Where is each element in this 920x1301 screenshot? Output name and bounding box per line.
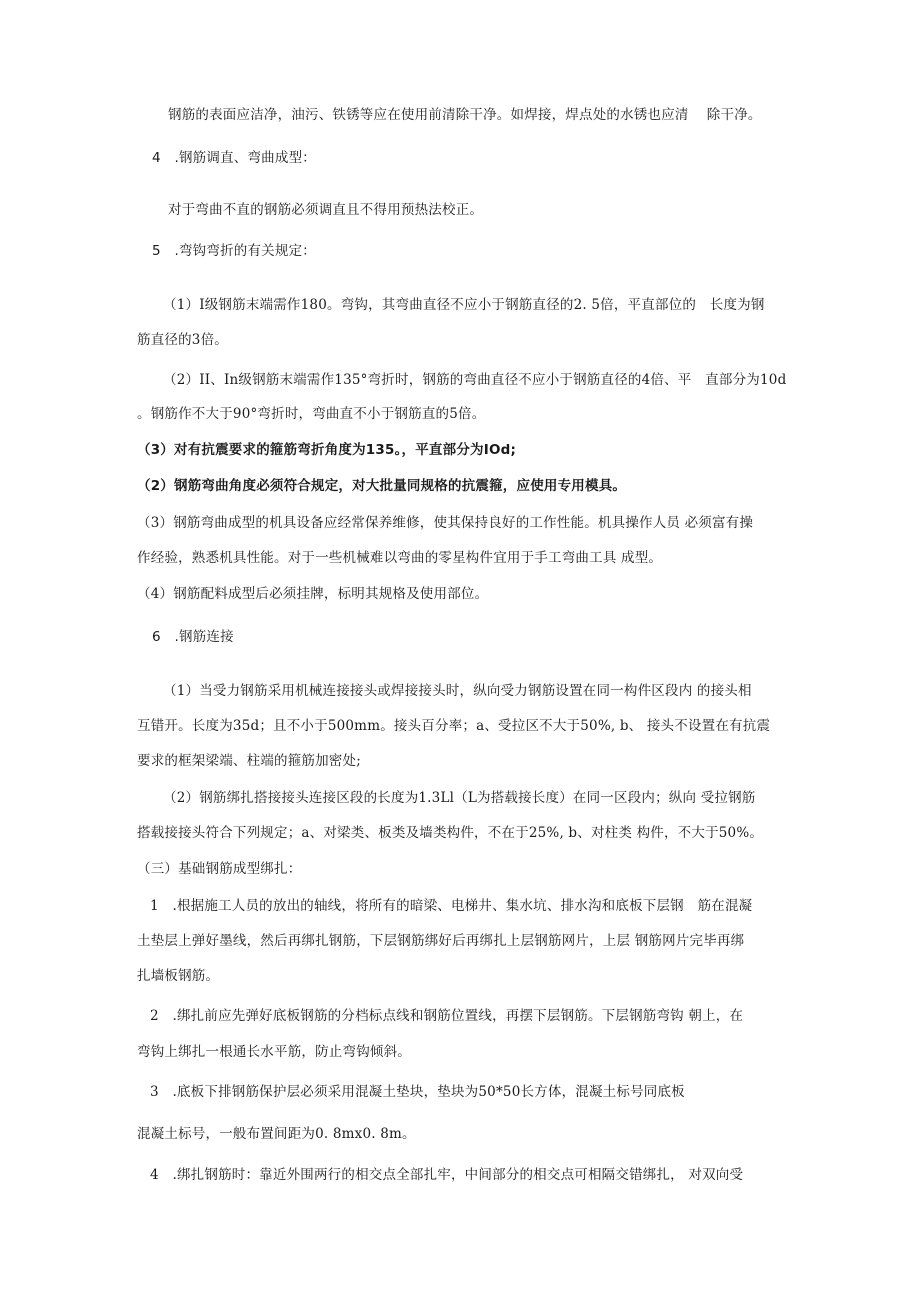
- section-heading-6: 6 .钢筋连接: [152, 629, 234, 645]
- bold-paragraph-line: （2）钢筋弯曲角度必须符合规定，对大批量同规格的抗震箍，应使用专用模具。: [137, 478, 627, 494]
- bold-paragraph-line: （3）对有抗震要求的箍筋弯折角度为135。，平直部分为IOd;: [137, 442, 517, 458]
- paragraph-line: 1 .根据施工人员的放出的轴线，将所有的暗梁、电梯井、集水坑、排水沟和底板下层钢 筋在混凝: [150, 898, 753, 914]
- paragraph-line: （2）钢筋绑扎搭接接头连接区段的长度为1.3Ll（L为搭载接长度）在同一区段内；纵向 受拉钢筋: [163, 790, 756, 806]
- paragraph-line: 3 .底板下排钢筋保护层必须采用混凝土垫块，垫块为50*50长方体，混凝土标号同底板: [150, 1084, 685, 1100]
- paragraph-line: 对于弯曲不直的钢筋必须调直且不得用预热法校正。: [168, 202, 484, 218]
- paragraph-line: 弯钩上绑扎一根通长水平筋，防止弯钩倾斜。: [137, 1044, 411, 1060]
- paragraph-line: 2 .绑扎前应先弹好底板钢筋的分档标点线和钢筋位置线，再摆下层钢筋。下层钢筋弯钩 朝上，在: [150, 1008, 744, 1024]
- paragraph-line: 4 .绑扎钢筋时：靠近外围两行的相交点全部扎牢，中间部分的相交点可相隔交错绑扎， 对双向受: [150, 1167, 744, 1183]
- section-heading-5: 5 .弯钩弯折的有关规定：: [152, 243, 316, 259]
- section-heading-3: （三）基础钢筋成型绑扎：: [137, 861, 302, 877]
- paragraph-line: （4）钢筋配料成型后必须挂牌，标明其规格及使用部位。: [137, 586, 489, 602]
- paragraph-line: 。钢筋作不大于90°弯折时，弯曲直不小于钢筋直的5倍。: [137, 406, 486, 422]
- paragraph-line: （1）当受力钢筋采用机械连接接头或焊接接头时，纵向受力钢筋设置在同一构件区段内 的接头相: [163, 683, 752, 699]
- paragraph-line: 土垫层上弹好墨线，然后再绑扎钢筋，下层钢筋绑好后再绑扎上层钢筋网片，上层 钢筋网片完毕再绑: [137, 933, 745, 949]
- paragraph-line: （2）II、In级钢筋末端需作135°弯折时，钢筋的弯曲直径不应小于钢筋直径的4倍、平 直部分为10d: [163, 372, 787, 388]
- paragraph-line: 作经验，熟悉机具性能。对于一些机械难以弯曲的零星构件宜用于手工弯曲工具 成型。: [137, 550, 663, 566]
- paragraph-line: 搭载接接头符合下列规定；a、对梁类、板类及墙类构件，不在于25%, b、对柱类 构件，不大于50%。: [137, 825, 764, 841]
- paragraph-line: 互错开。长度为35d；且不小于500mm。接头百分率；a、受拉区不大于50%, b、 接头不设置在有抗震: [137, 718, 771, 734]
- paragraph-line: 筋直径的3倍。: [137, 332, 228, 348]
- paragraph-line: 混凝土标号，一般布置间距为0. 8mx0. 8m。: [137, 1126, 416, 1142]
- paragraph-line: 扎墙板钢筋。: [137, 968, 220, 984]
- paragraph-line: 要求的框架梁端、柱端的箍筋加密处;: [137, 753, 361, 769]
- paragraph-line: 钢筋的表面应洁净，油污、铁锈等应在使用前清除干净。如焊接，焊点处的水锈也应清 除干净。: [168, 107, 762, 123]
- paragraph-line: （1）I级钢筋末端需作180。弯钩，其弯曲直径不应小于钢筋直径的2. 5倍，平直部位的 长度为钢: [163, 297, 765, 313]
- paragraph-line: （3）钢筋弯曲成型的机具设备应经常保养维修，使其保持良好的工作性能。机具操作人员 必须富有操: [137, 515, 754, 531]
- section-heading-4: 4 .钢筋调直、弯曲成型：: [152, 150, 316, 166]
